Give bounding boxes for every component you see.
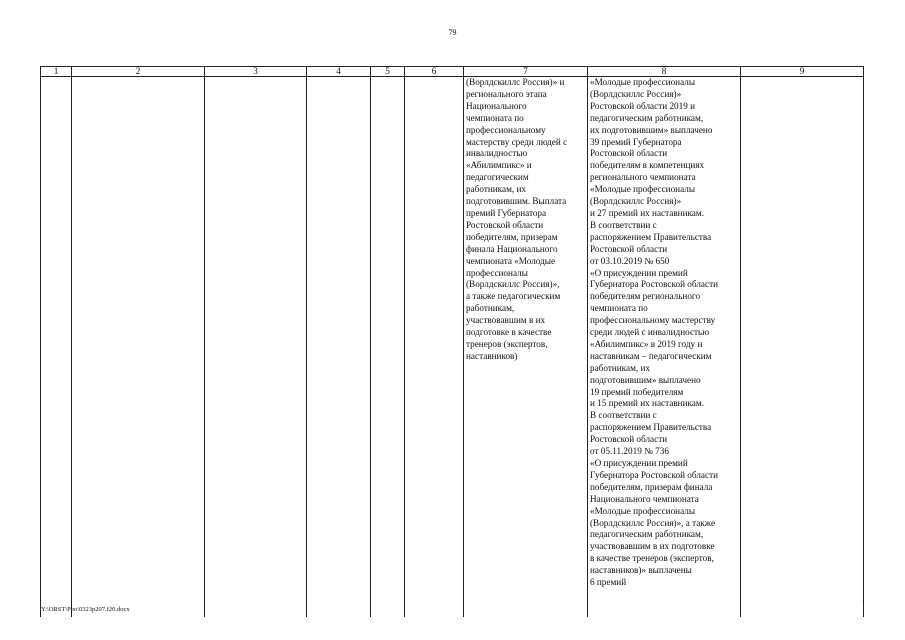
column-header-7: 7 (464, 67, 588, 77)
cell-col-3 (205, 77, 307, 618)
column-header-1: 1 (41, 67, 72, 77)
corner-mark: . (862, 598, 864, 604)
page-number: 79 (448, 28, 457, 37)
header-row (41, 67, 864, 77)
document-table (40, 66, 864, 617)
cell-col-9 (741, 77, 864, 618)
cell-col-4 (307, 77, 371, 618)
cell-col-7-event-description: (Ворлдскиллс Россия)» и регионального этапа Национального чемпионата по профессиональному мастерству среди людей с инвалидностью «Абилимпикс» и педагогическим работникам, их подготовившим. Выплата премий Губернатора Ростовской области победителям, призерам финала Национального чемпионата «Молодые профессионалы (Ворлдскиллс Россия)», а также педагогическим работникам, участвовавшим в их подготовке в качестве тренеров (экспертов, наставников) (464, 77, 588, 618)
column-header-5: 5 (371, 67, 405, 77)
footer-file-path: Y:\ORST\Ppo\0323p207.f20.docx (41, 606, 130, 613)
table-row (41, 77, 864, 618)
column-header-8: 8 (588, 67, 741, 77)
cell-col-6 (405, 77, 464, 618)
column-header-2: 2 (72, 67, 205, 77)
column-header-6: 6 (405, 67, 464, 77)
cell-col-8-execution-info: «Молодые профессионалы (Ворлдскиллс Россия)» Ростовской области 2019 и педагогическим работникам, их подготовившим» выплачено 39 премий Губернатора Ростовской области победителям в компетенциях регионального чемпионата «Молодые профессионалы (Ворлдскиллс Россия)» и 27 премий их наставникам. В соответствии с распоряжением Правительства Ростовской области от 03.10.2019 № 650 «О присуждении премий Губернатора Ростовской области победителям регионального чемпионата по профессиональному мастерству среди людей с инвалидностью «Абилимпикс» в 2019 году и наставникам – педагогическим работникам, их подготовившим» выплачено 19 премий победителям и 15 премий их наставникам. В соответствии с распоряжением Правительства Ростовской области от 05.11.2019 № 736 «О присуждении премий Губернатора Ростовской области победителям, призерам финала Национального чемпионата «Молодые профессионалы (Ворлдскиллс Россия)», а также педагогическим работникам, участвовавшим в их подготовке в качестве тренеров (экспертов, наставников)» выплачены 6 премий (588, 77, 741, 618)
cell-col-5 (371, 77, 405, 618)
cell-col-2 (72, 77, 205, 618)
column-header-9: 9 (741, 67, 864, 77)
column-header-4: 4 (307, 67, 371, 77)
cell-col-1 (41, 77, 72, 618)
column-header-3: 3 (205, 67, 307, 77)
